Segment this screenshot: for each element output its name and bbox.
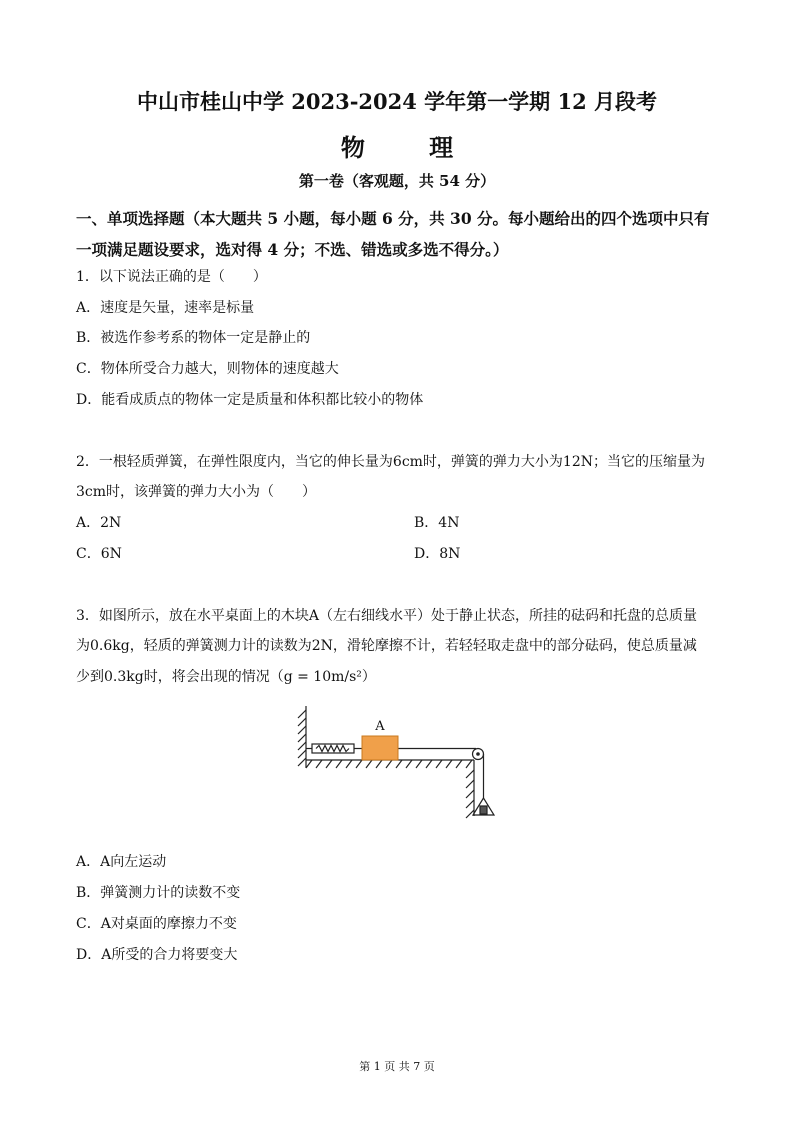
table-hatch bbox=[306, 760, 472, 768]
q2-option-a: A．2N bbox=[76, 515, 122, 531]
q2-option-d: D．8N bbox=[414, 546, 461, 562]
q1-option-a: A．速度是矢量，速率是标量 bbox=[76, 300, 255, 316]
q3-stem-line2: 为0.6kg，轻质的弹簧测力计的读数为2N，滑轮摩擦不计，若轻轻取走盘中的部分砝码，使总质量减 bbox=[76, 638, 697, 654]
subject-title: 物 理 bbox=[340, 133, 482, 162]
left-wall-hatch bbox=[298, 710, 306, 766]
section-heading-line2: 一项满足题设要求，选对得 4 分；不选、错选或多选不得分。） bbox=[76, 240, 509, 259]
q1-option-c: C．物体所受合力越大，则物体的速度越大 bbox=[76, 361, 339, 377]
section-heading-line1: 一、单项选择题（本大题共 5 小题，每小题 6 分，共 30 分。每小题给出的四个选项中只有 bbox=[76, 209, 710, 228]
q3-figure bbox=[290, 702, 520, 822]
q3-option-c: C．A对桌面的摩擦力不变 bbox=[76, 916, 237, 932]
block-a bbox=[362, 736, 398, 760]
section-heading bbox=[76, 203, 726, 265]
weight bbox=[480, 806, 487, 814]
block-a-label: A bbox=[375, 719, 385, 734]
table-edge-hatch bbox=[466, 770, 474, 818]
q2-option-b: B．4N bbox=[414, 515, 460, 531]
q2-stem-line1: 2．一根轻质弹簧，在弹性限度内，当它的伸长量为6cm时，弹簧的弹力大小为12N；当它的压缩量为 bbox=[76, 454, 705, 470]
page-footer: 第 1 页 共 7 页 bbox=[359, 1060, 435, 1073]
q2-stem-line2: 3cm时，该弹簧的弹力大小为（ ） bbox=[76, 484, 317, 500]
q1-stem: 1．以下说法正确的是（ ） bbox=[76, 269, 267, 285]
q1-option-d: D．能看成质点的物体一定是质量和体积都比较小的物体 bbox=[76, 392, 424, 408]
spring-coil bbox=[316, 746, 349, 752]
q3-option-b: B．弹簧测力计的读数不变 bbox=[76, 885, 241, 901]
q3-option-d: D．A所受的合力将要变大 bbox=[76, 947, 238, 963]
exam-title: 中山市桂山中学 2023-2024 学年第一学期 12 月段考 bbox=[136, 89, 658, 114]
volume-heading: 第一卷（客观题，共 54 分） bbox=[298, 172, 496, 190]
q3-stem-line1: 3．如图所示，放在水平桌面上的木块A（左右细线水平）处于静止状态，所挂的砝码和托盘的总质量 bbox=[76, 608, 698, 624]
q3-stem-line3: 少到0.3kg时，将会出现的情况（g = 10m/s²） bbox=[76, 669, 376, 685]
q2-option-c: C．6N bbox=[76, 546, 122, 562]
q3-option-a: A．A向左运动 bbox=[76, 854, 167, 870]
q1-option-b: B．被选作参考系的物体一定是静止的 bbox=[76, 330, 311, 346]
